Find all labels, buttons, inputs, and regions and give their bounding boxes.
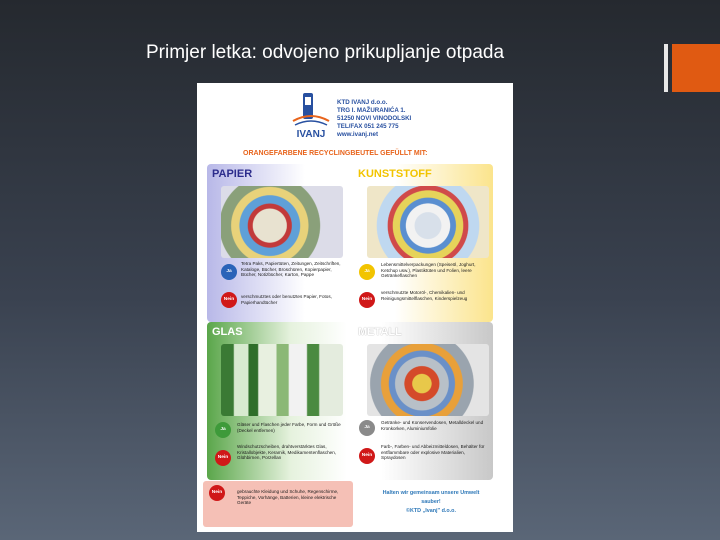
no-items-text: Windschutzscheiben, drahtverstärktes Glas, Kristallobjekte, Keramik, Medikamentenflaschen, Glühbirnen, Porzellan xyxy=(237,444,337,461)
yes-badge: Ja xyxy=(359,264,375,280)
panel-title: METALL xyxy=(358,326,402,338)
panel-title: GLAS xyxy=(212,326,243,338)
no-items-text: Farb-, Farben- und Abbeizmitteldosen, Behälter für entflammbare oder explosive Materialien, Spraydosen xyxy=(381,444,485,461)
accent-line xyxy=(664,44,668,92)
leaflet-heading: ORANGEFARBENE RECYCLINGBEUTEL GEFÜLLT MIT: xyxy=(243,150,428,157)
panel-title: KUNSTSTOFF xyxy=(358,168,432,180)
panel-metall xyxy=(353,322,493,480)
no-items-text: gebrauchte Kleidung und Schuhe, Regenschirme, Teppiche, Vorhänge, Batterien, kleine elektrische Geräte xyxy=(237,489,339,506)
message-line: ©KTD „Ivanj" d.o.o. xyxy=(406,508,456,514)
no-badge: Nein xyxy=(215,450,231,466)
yes-items-text: Tetra Paks, Papiertüten, Zeitungen, Zeitschriften, Kataloge, Bücher, Broschüren, Kopierpapier, Bücher, Notizbücher, Karton, Pappe xyxy=(241,261,341,278)
message-line: sauber! xyxy=(421,499,441,505)
slide-title: Primjer letka: odvojeno prikupljanje otpada xyxy=(146,42,505,63)
company-line: KTD IVANJ d.o.o. xyxy=(337,99,388,106)
yes-badge: Ja xyxy=(215,422,231,438)
company-line: TRG I. MAŽURANIĆA 1. xyxy=(337,107,406,114)
company-line: 51250 NOVI VINODOLSKI xyxy=(337,115,412,122)
metal-waste-photo xyxy=(367,344,489,416)
environment-message xyxy=(353,489,509,516)
accent-block xyxy=(672,44,720,92)
no-badge: Nein xyxy=(221,292,237,308)
yes-items-text: Getränke- und Konservendosen, Metalldeckel und Kronkorken, Aluminiumfolie xyxy=(381,420,484,431)
general-no-section xyxy=(203,481,353,527)
no-badge: Nein xyxy=(359,292,375,308)
panel-glas xyxy=(207,322,347,480)
yes-badge: Ja xyxy=(221,264,237,280)
logo-text: IVANJ xyxy=(296,129,326,140)
company-line: TEL/FAX 051 245 775 xyxy=(337,123,399,130)
ivanj-logo xyxy=(289,91,333,141)
no-badge: Nein xyxy=(359,448,375,464)
company-contact xyxy=(337,99,411,139)
yes-items-text: Gläser und Flaschen jeder Farbe, Form und Größe (Deckel entfernen) xyxy=(237,422,341,433)
panel-kunststoff xyxy=(353,164,493,322)
leaflet-header xyxy=(197,83,513,151)
panel-title: PAPIER xyxy=(212,168,253,180)
plastic-waste-photo xyxy=(367,186,489,258)
no-badge: Nein xyxy=(209,485,225,501)
leaflet-image xyxy=(197,83,513,532)
no-items-text: verschmutztes oder benutztes Papier, Fotos, Papierhandtücher xyxy=(241,294,332,305)
glass-waste-photo xyxy=(221,344,343,416)
company-line: www.ivanj.net xyxy=(337,131,379,138)
panel-papier xyxy=(207,164,347,322)
paper-waste-photo xyxy=(221,186,343,258)
no-items-text: verschmutzte Motoröl-, Chemikalien- und Reinigungsmittelflaschen, Kinderspielzeug xyxy=(381,290,468,301)
yes-badge: Ja xyxy=(359,420,375,436)
message-line: Halten wir gemeinsam unsere Umwelt xyxy=(382,490,480,496)
yes-items-text: Lebensmittelverpackungen (Speiseöl, Joghurt, Ketchup usw.), Plastiktüten und Folien, leere Getränkeflaschen xyxy=(381,262,476,279)
